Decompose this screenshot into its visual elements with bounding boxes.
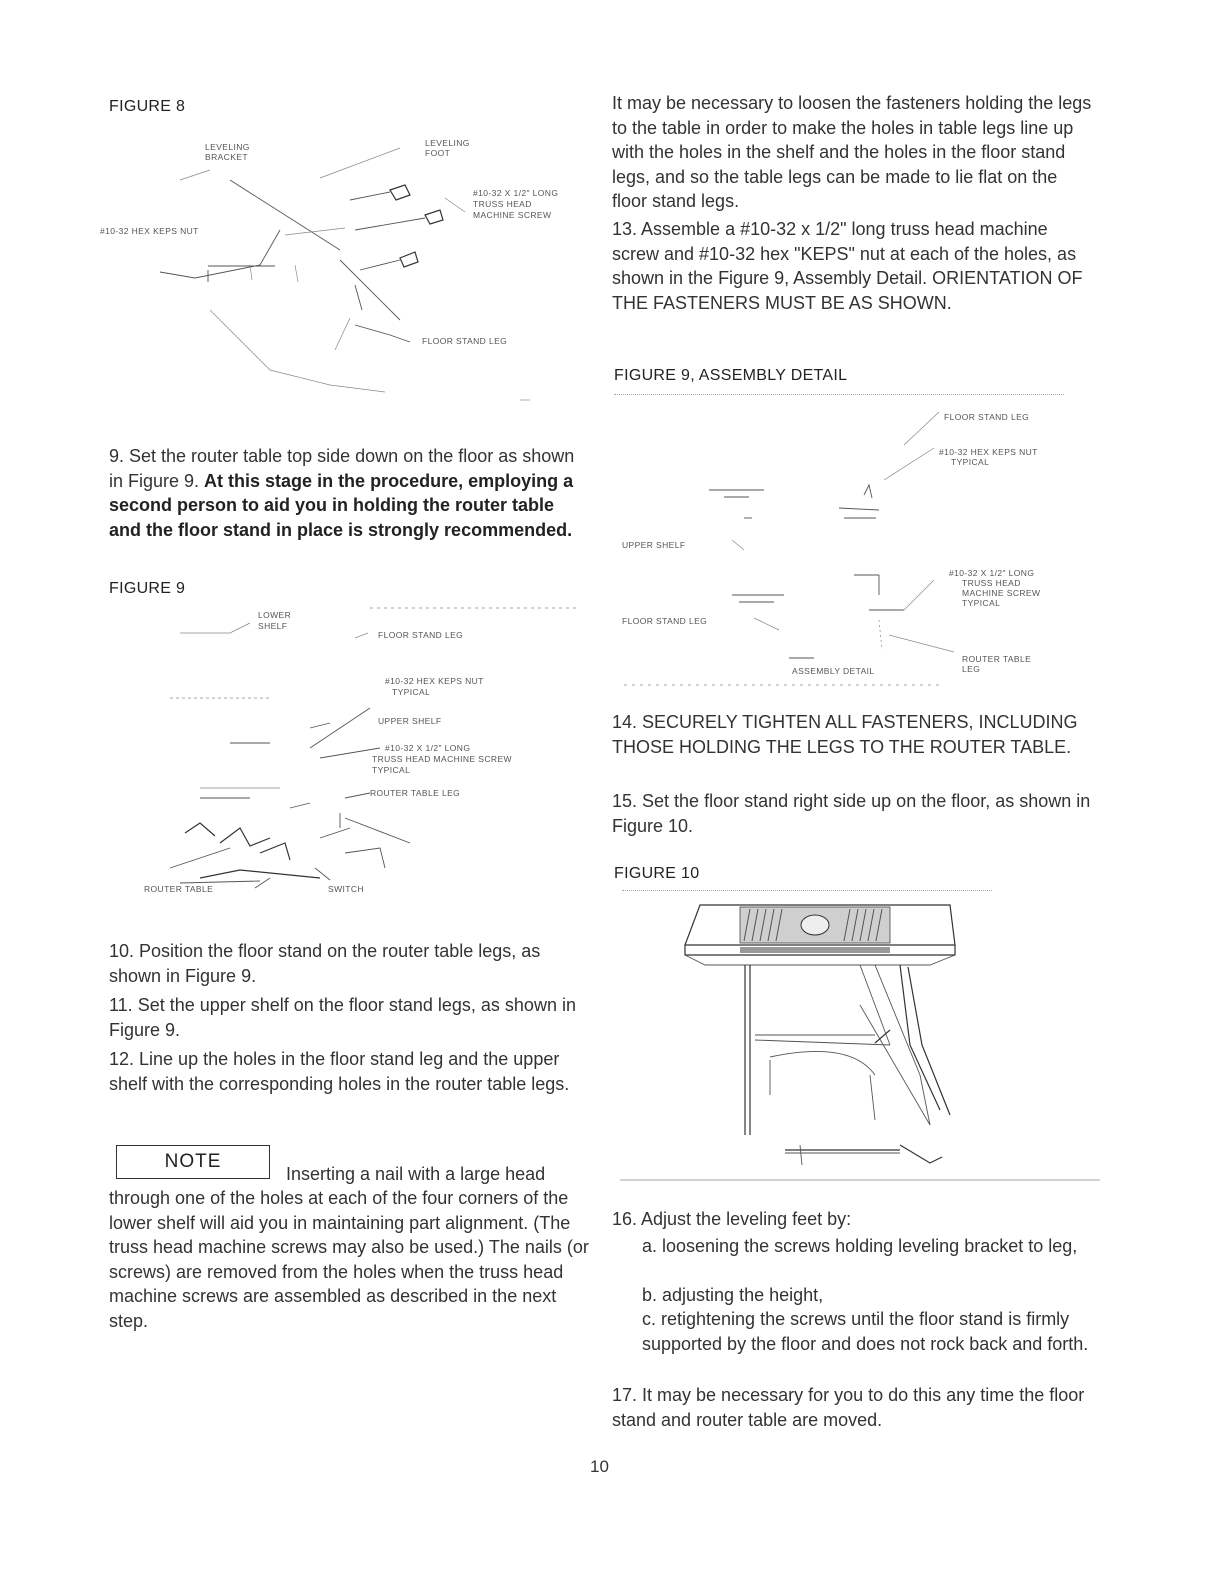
fig8-truss-screw-line1: #10-32 X 1/2" LONG (473, 188, 559, 198)
detail-hex-nut-line2: TYPICAL (951, 457, 990, 467)
page-number: 10 (590, 1457, 609, 1476)
fig9-truss-screw-line3: TYPICAL (372, 765, 411, 775)
step-9 (109, 444, 589, 542)
step-9-text: 9. Set the router table top side down on the floor as shown in Figure 9. (109, 446, 575, 491)
step-14: 14. SECURELY TIGHTEN ALL FASTENERS, INCLUDING THOSE HOLDING THE LEGS TO THE ROUTER TABLE. (612, 712, 1078, 757)
fig9-truss-screw-line2: TRUSS HEAD MACHINE SCREW (372, 754, 512, 764)
detail-truss-screw-line2: TRUSS HEAD (962, 578, 1021, 588)
detail-router-leg-line1: ROUTER TABLE (962, 654, 1032, 664)
fig8-truss-screw-line3: MACHINE SCREW (473, 210, 552, 220)
fig9-lower-shelf-line2: SHELF (258, 621, 288, 631)
fig8-leveling-bracket-line1: LEVELING (205, 142, 250, 152)
detail-hex-nut-line1: #10-32 HEX KEPS NUT (939, 447, 1038, 457)
fig9-truss-screw-line1: #10-32 X 1/2" LONG (385, 743, 471, 753)
detail-floor-stand-leg-left: FLOOR STAND LEG (622, 616, 708, 626)
fig9-switch: SWITCH (328, 884, 364, 894)
figure-8-label: FIGURE 8 (109, 98, 186, 115)
fig8-truss-screw-line2: TRUSS HEAD (473, 199, 532, 209)
figure-10-drawing (660, 895, 980, 1185)
fig9-upper-shelf: UPPER SHELF (378, 716, 442, 726)
fig9-lower-shelf-line1: LOWER (258, 610, 292, 620)
fig9-router-table-leg: ROUTER TABLE LEG (370, 788, 461, 798)
figure-10-top-rule (622, 890, 992, 891)
note-text-first: Inserting a nail with a large head (286, 1164, 546, 1184)
fig8-leveling-bracket-line2: BRACKET (205, 152, 248, 162)
detail-upper-shelf: UPPER SHELF (622, 540, 686, 550)
step-16: 16. Adjust the leveling feet by: (612, 1209, 852, 1229)
fig8-floor-stand-leg: FLOOR STAND LEG (422, 336, 508, 346)
detail-truss-screw-line4: TYPICAL (962, 598, 1001, 608)
figure-9-label: FIGURE 9 (109, 580, 186, 597)
step-15: 15. Set the floor stand right side up on the floor, as shown in Figure 10. (612, 791, 1091, 836)
intro-paragraph: It may be necessary to loosen the fasteners holding the legs to the table in order to make the holes in table legs line up with the holes in the shelf and the holes in the floor stand legs, and so the table legs can be made to lie flat on the floor stand legs. (612, 93, 1092, 211)
fig8-leveling-foot-line1: LEVELING (425, 138, 470, 148)
detail-truss-screw-line3: MACHINE SCREW (962, 588, 1041, 598)
fig8-hex-nut: #10-32 HEX KEPS NUT (100, 226, 199, 236)
fig9-hex-nut-line1: #10-32 HEX KEPS NUT (385, 676, 484, 686)
fig8-leveling-foot-line2: FOOT (425, 148, 451, 158)
figure-9-detail-label: FIGURE 9, ASSEMBLY DETAIL (614, 367, 848, 384)
step-9-warning: At this stage in the procedure, employing a second person to aid you in holding the router table and the floor stand in place is strongly recommended. (109, 470, 574, 540)
step-16-c: c. retightening the screws until the floor stand is firmly supported by the floor and does not rock back and forth. (642, 1309, 1089, 1354)
detail-truss-screw-line1: #10-32 X 1/2" LONG (949, 568, 1035, 578)
fig9-hex-nut-line2: TYPICAL (392, 687, 431, 697)
figure-8-drawing (100, 130, 580, 420)
step-16-b: b. adjusting the height, (642, 1285, 824, 1305)
step-16-a: a. loosening the screws holding leveling bracket to leg, (642, 1236, 1078, 1256)
figure-9-drawing (140, 598, 590, 898)
step-13: 13. Assemble a #10-32 x 1/2" long truss head machine screw and #10-32 hex "KEPS" nut at each of the holes, as shown in the Figure 9, Assembly Detail. ORIENTATION OF THE FASTENERS MUST BE AS SHOWN. (612, 219, 1083, 313)
figure-10-label: FIGURE 10 (614, 865, 700, 882)
note-label: NOTE (116, 1145, 270, 1179)
fig9-router-table: ROUTER TABLE (144, 884, 214, 894)
note-text: through one of the holes at each of the four corners of the lower shelf will aid you in maintaining part alignment. (The truss head machine screws may also be used.) The nails (or screws) are removed from the holes when the truss head machine screws are assembled as described in the next step. (109, 1188, 589, 1331)
figure-9-detail-drawing (614, 400, 1074, 695)
detail-router-leg-line2: LEG (962, 664, 981, 674)
step-10: 10. Position the floor stand on the router table legs, as shown in Figure 9. (109, 941, 541, 986)
detail-floor-stand-leg-top: FLOOR STAND LEG (944, 412, 1030, 422)
step-12: 12. Line up the holes in the floor stand leg and the upper shelf with the corresponding holes in the router table legs. (109, 1049, 570, 1094)
step-17: 17. It may be necessary for you to do this any time the floor stand and router table are moved. (612, 1385, 1085, 1430)
detail-assembly-detail: ASSEMBLY DETAIL (792, 666, 875, 676)
step-11: 11. Set the upper shelf on the floor stand legs, as shown in Figure 9. (109, 995, 576, 1040)
figure-9-detail-top-rule (614, 394, 1064, 395)
fig9-floor-stand-leg: FLOOR STAND LEG (378, 630, 464, 640)
